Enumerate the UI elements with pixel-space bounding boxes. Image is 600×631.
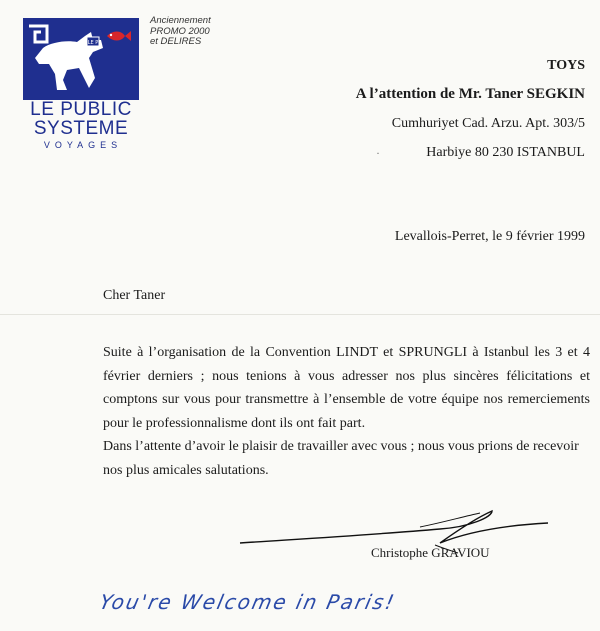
recipient-attention: A l’attention de Mr. Taner SEGKIN	[355, 86, 585, 102]
paragraph-1: Suite à l’organisation de la Convention LINDT et SPRUNGLI à Istanbul les 3 et 4 février derniers ; nous tenions à vous adresser nos plus sincères félicitations et comptons sur vous pour transmettre à l’ensemble de votre équipe nos remerciements pour le professionnalisme dont ils ont fait part.	[103, 345, 590, 431]
recipient-city: Harbiye 80 230 ISTANBUL	[426, 145, 585, 160]
logo-wordmark	[23, 100, 139, 150]
paper-fold-line	[0, 314, 600, 315]
signer-name: Christophe GRAVIOU	[371, 545, 490, 560]
logo-tagline	[150, 16, 240, 48]
recipient-company: TOYS	[547, 58, 585, 73]
handwritten-note: You're Welcome in Paris!	[97, 590, 399, 614]
logo-line-3: VOYAGES	[43, 140, 123, 150]
date-line: Levallois-Perret, le 9 février 1999	[394, 229, 585, 244]
logo-badge-text: LE P	[87, 40, 99, 46]
tagline-line-2: PROMO 2000	[150, 25, 210, 37]
tagline-line-3: et DELIRES	[150, 36, 202, 47]
salutation: Cher Taner	[103, 288, 166, 303]
logo-line-2: SYSTEME	[33, 118, 129, 139]
recipient-street: Cumhuriyet Cad. Arzu. Apt. 303/5	[391, 116, 585, 131]
dog-with-fish-icon	[23, 18, 139, 100]
logo-emblem	[23, 18, 139, 100]
letter-body	[103, 341, 590, 482]
stray-mark: ·	[376, 146, 380, 160]
logo-line-1: LE PUBLIC	[30, 99, 132, 120]
tagline-line-1: Anciennement	[150, 15, 211, 26]
paragraph-2: Dans l’attente d’avoir le plaisir de travailler avec vous ; nous vous prions de recevoir nos plus amicales salutations.	[103, 439, 579, 478]
